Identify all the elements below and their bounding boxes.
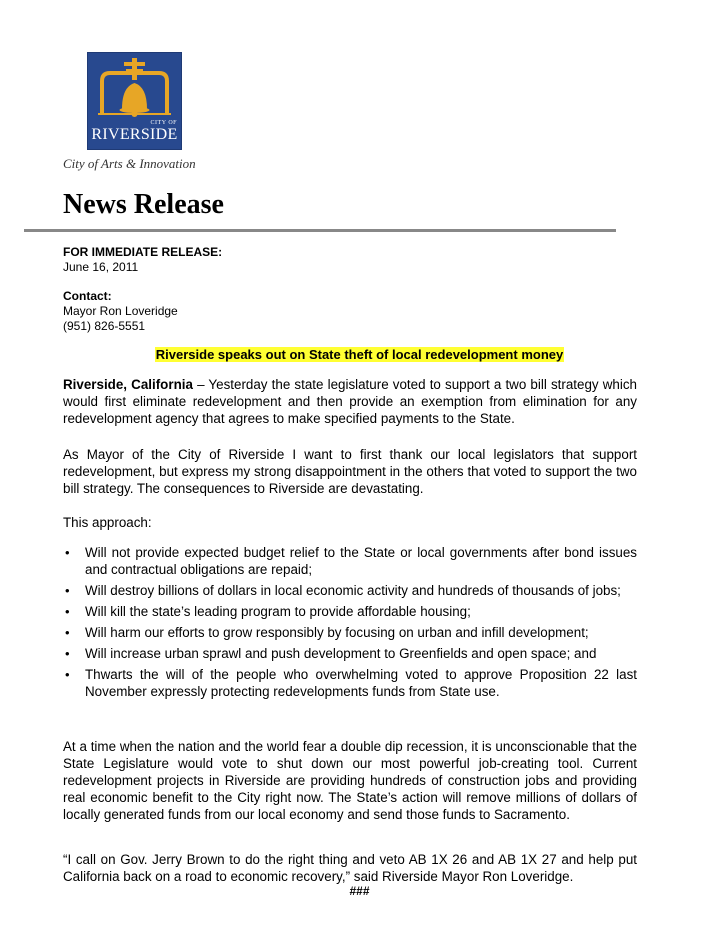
page-title: News Release [63,189,224,220]
paragraph-intro-body: – Yesterday the state legislature voted to support a two bill strategy which would first eliminate redevelopment and then provide an exemption from elimination for any redevelopment agency that agrees to make specified payments to the State. [63,377,637,426]
bullet-icon: • [65,625,70,640]
contact-phone: (951) 826-5551 [63,319,146,333]
end-mark: ### [349,884,370,898]
logo-riverside-text: RIVERSIDE [91,126,178,143]
consequence-list [63,544,637,704]
paragraph-recession: At a time when the nation and the world fear a double dip recession, it is unconscionable that the State Legislature would vote to shut down our most powerful job-creating tool. Current redevelopment projects in Riverside are providing hundreds of construction jobs and providing real economic benefit to the City right now. The State’s action will remove millions of dollars of locally generated funds from our local economy and send those funds to Sacramento. [63,739,637,822]
list-item: • Will harm our efforts to grow responsibly by focusing on urban and infill development; [65,625,589,640]
bullet-icon: • [65,583,70,598]
headline-text: Riverside speaks out on State theft of local redevelopment money [155,347,564,362]
list-item: • Will increase urban sprawl and push development to Greenfields and open space; and [65,646,597,661]
paragraph-quote: “I call on Gov. Jerry Brown to do the right thing and veto AB 1X 26 and AB 1X 27 and help put California back on a road to economic recovery,” said Riverside Mayor Ron Loveridge. [63,852,637,884]
contact-label: Contact: [63,289,112,303]
logo-city-of-text: CITY OF [150,120,177,126]
tagline: City of Arts & Innovation [63,156,196,171]
headline [0,347,719,362]
list-item: • Will not provide expected budget relief to the State or local governments after bond issues and contractual obligations are repaid; [65,545,637,577]
release-date: June 16, 2011 [63,260,139,274]
list-item: • Will kill the state’s leading program to provide affordable housing; [65,604,471,619]
title-divider [24,229,616,232]
paragraph-intro [63,376,637,427]
bullet-icon: • [65,646,70,661]
bullet-icon: • [65,545,70,560]
bullet-icon: • [65,604,70,619]
dateline: Riverside, California [63,377,193,392]
city-logo [87,52,182,150]
release-label: FOR IMMEDIATE RELEASE: [63,245,223,259]
bullet-icon: • [65,667,70,682]
list-item: • Will destroy billions of dollars in local economic activity and hundreds of thousands of jobs; [65,583,621,598]
list-item: • Thwarts the will of the people who overwhelming voted to approve Proposition 22 last November expressly protecting redevelopments funds from State use. [65,667,637,699]
contact-name: Mayor Ron Loveridge [63,304,178,318]
paragraph-approach: This approach: [63,515,152,530]
paragraph-mayor: As Mayor of the City of Riverside I want to first thank our local legislators that support redevelopment, but express my strong disappointment in the others that voted to support the two bill strategy. The consequences to Riverside are devastating. [63,447,637,496]
